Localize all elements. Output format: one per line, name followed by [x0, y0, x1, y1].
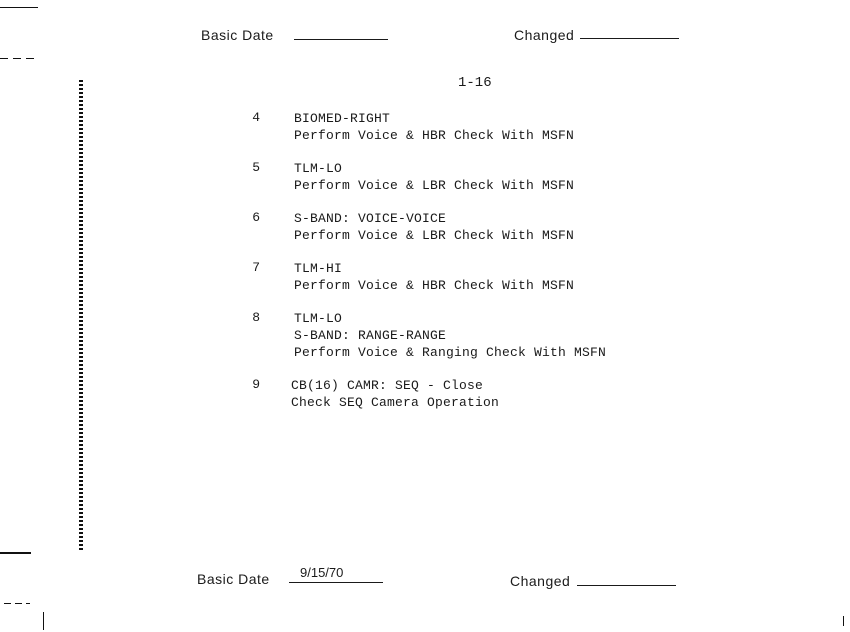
step-text	[291, 377, 499, 411]
footer-basic-date-label: Basic Date	[197, 571, 270, 587]
step-line: TLM-LO	[294, 311, 343, 326]
footer-basic-date-value: 9/15/70	[300, 565, 344, 580]
step-line: TLM-LO	[294, 161, 343, 176]
footer-changed-blank	[577, 585, 676, 586]
step-text	[294, 110, 574, 144]
edge-mark-top	[0, 7, 38, 8]
footer-changed-label: Changed	[510, 573, 571, 589]
step-line: CB(16) CAMR: SEQ - Close	[291, 378, 484, 393]
header-changed-blank	[580, 38, 679, 39]
step-line: Check SEQ Camera Operation	[291, 395, 500, 410]
page-number: 1-16	[458, 75, 492, 91]
header-basic-date-blank	[294, 39, 388, 40]
step-number: 8	[252, 310, 260, 325]
step-line: Perform Voice & LBR Check With MSFN	[294, 228, 575, 243]
step-line: Perform Voice & HBR Check With MSFN	[294, 128, 575, 143]
edge-mark-bottom	[0, 552, 31, 554]
change-bar	[79, 80, 83, 552]
edge-tick-right	[843, 616, 844, 626]
step-text	[294, 210, 574, 244]
step-number: 9	[252, 377, 260, 392]
step-line: BIOMED-RIGHT	[294, 111, 391, 126]
edge-mark-dash	[0, 58, 38, 59]
step-number: 4	[252, 110, 260, 125]
edge-mark-dash-bottom	[4, 603, 30, 604]
step-line: Perform Voice & Ranging Check With MSFN	[294, 345, 607, 360]
step-line: TLM-HI	[294, 261, 343, 276]
header-basic-date-label: Basic Date	[201, 27, 274, 43]
header-changed-label: Changed	[514, 27, 575, 43]
step-line: Perform Voice & HBR Check With MSFN	[294, 278, 575, 293]
step-number: 6	[252, 210, 260, 225]
step-number: 5	[252, 160, 260, 175]
step-text	[294, 160, 574, 194]
edge-tick	[43, 612, 44, 630]
step-line: S-BAND: VOICE-VOICE	[294, 211, 447, 226]
step-text	[294, 260, 574, 294]
step-text	[294, 310, 606, 361]
step-line: Perform Voice & LBR Check With MSFN	[294, 178, 575, 193]
footer-basic-date-blank	[289, 582, 383, 583]
step-line: S-BAND: RANGE-RANGE	[294, 328, 447, 343]
step-number: 7	[252, 260, 260, 275]
